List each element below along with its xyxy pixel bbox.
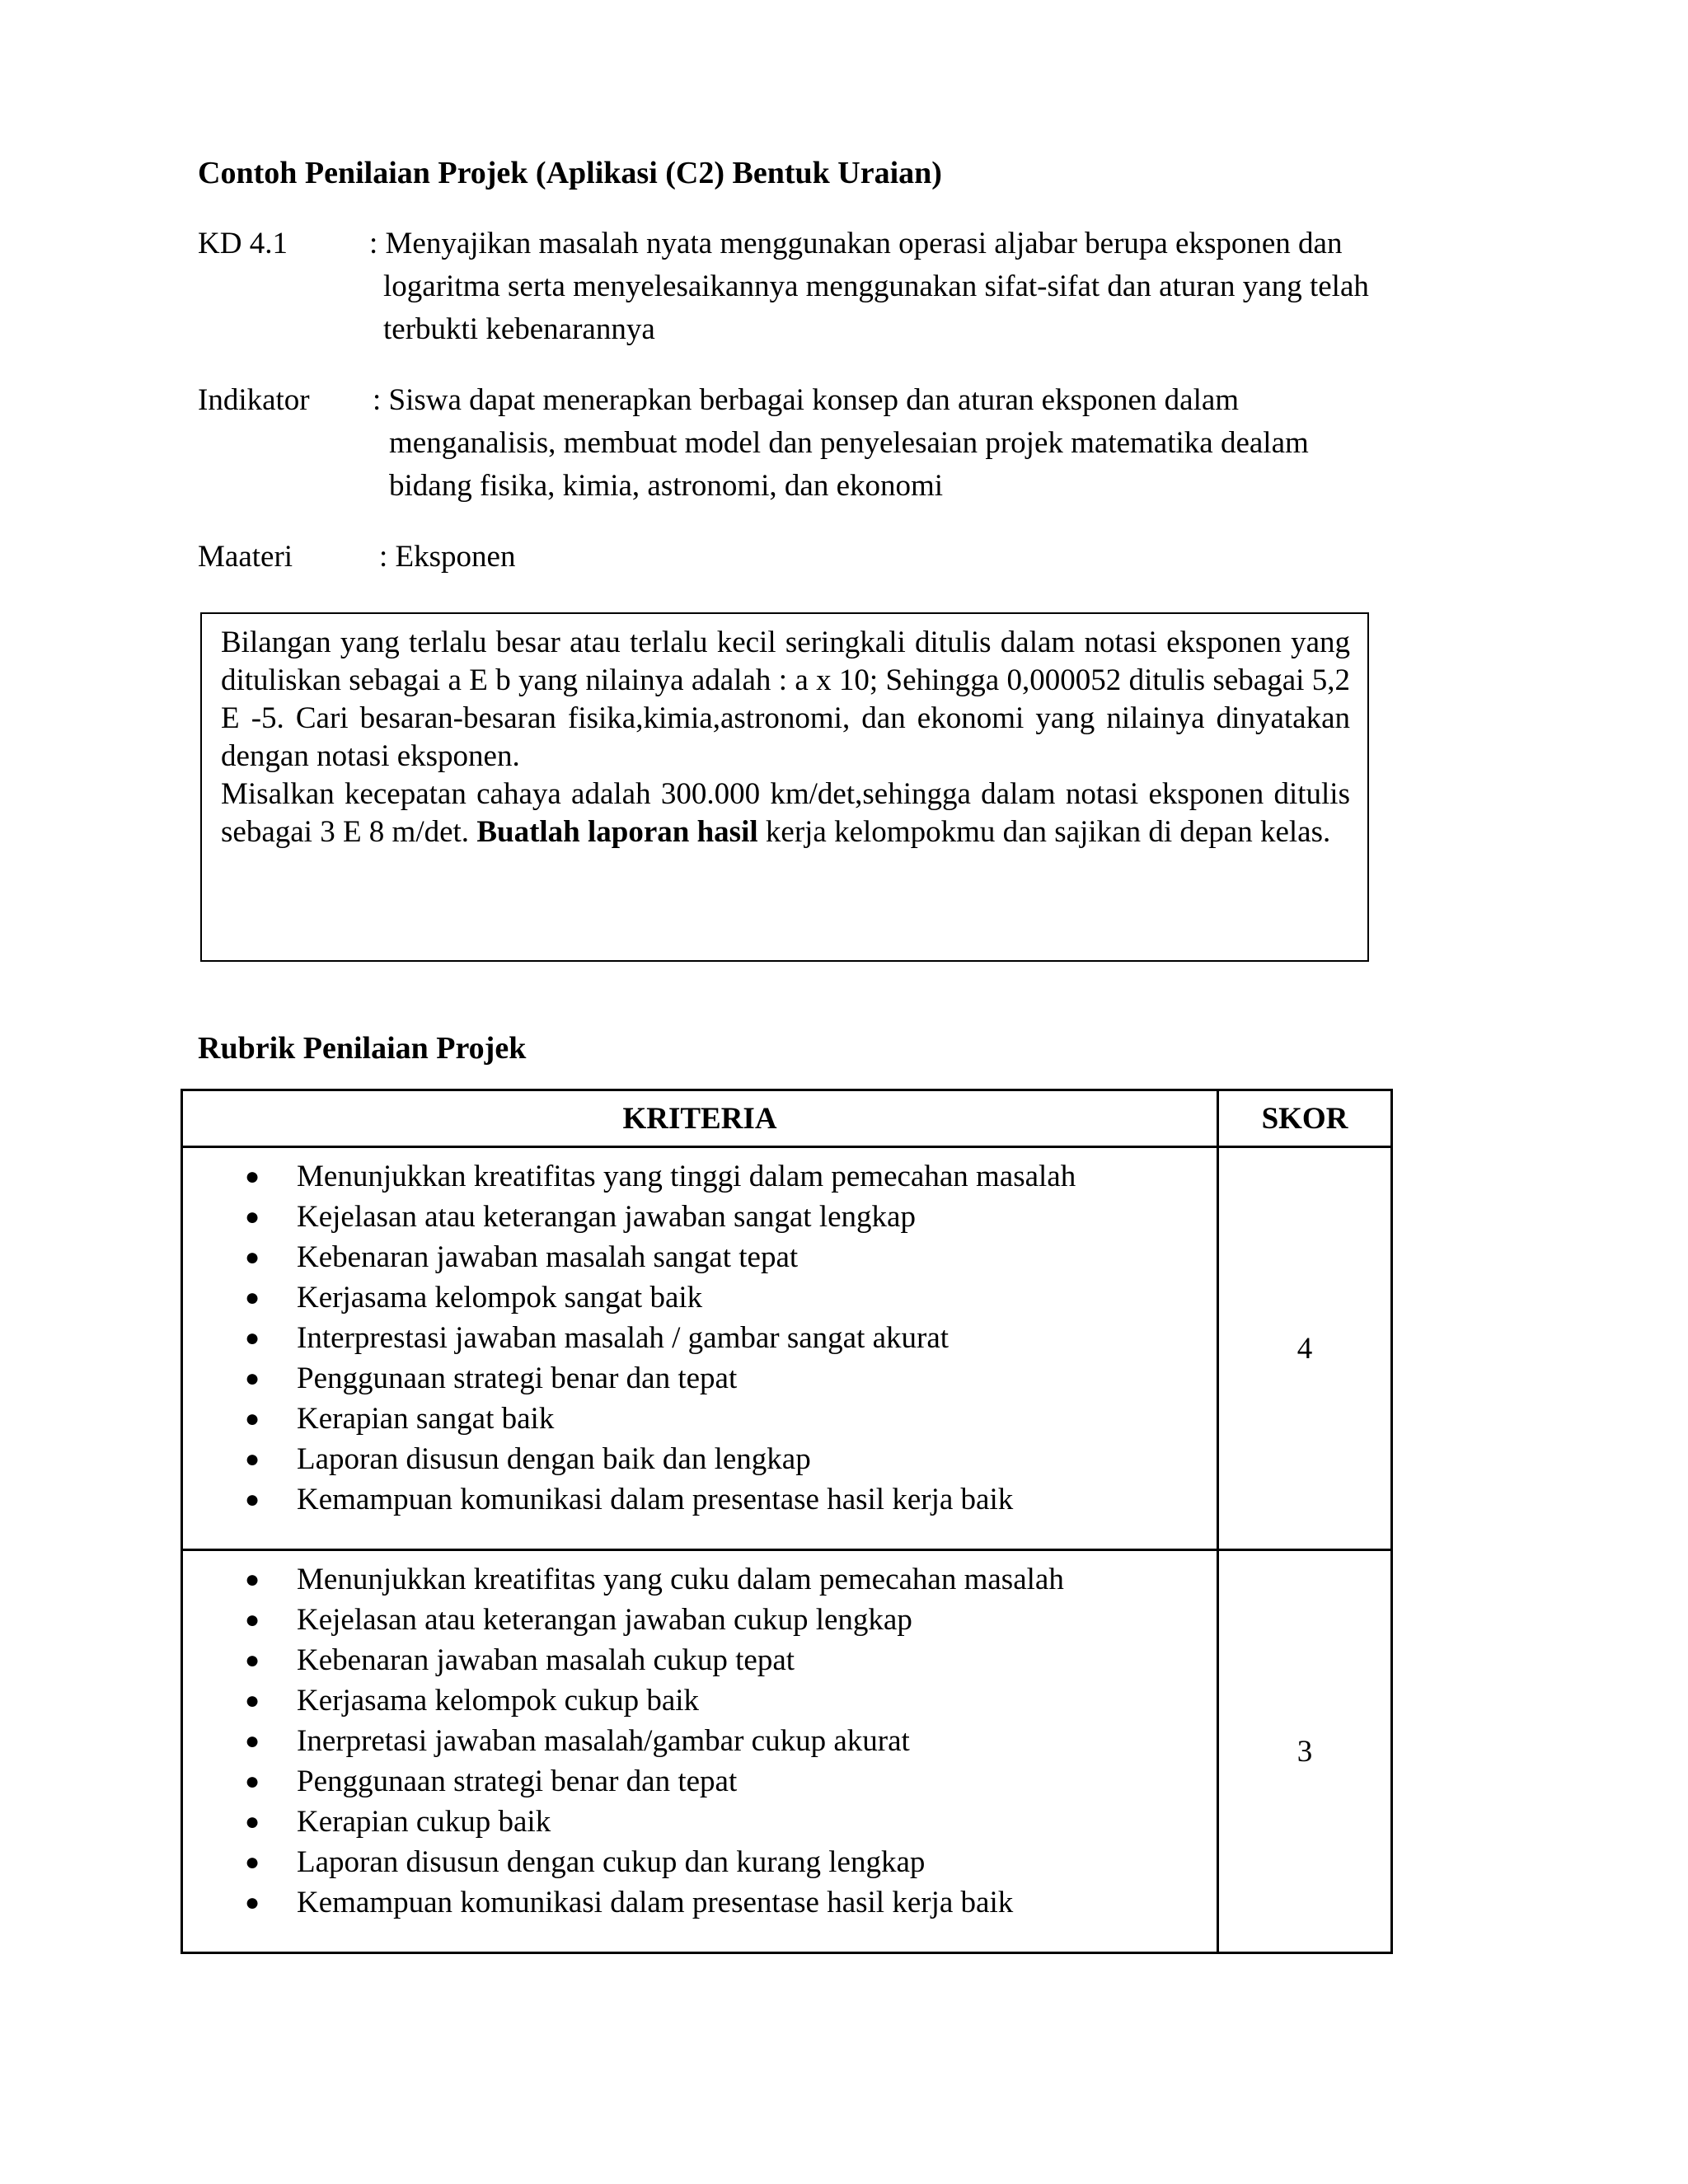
list-item [183, 1399, 1217, 1439]
bullet-icon: ● [245, 1365, 260, 1392]
criteria-text: Menunjukkan kreatifitas yang tinggi dalam pemecahan masalah [297, 1160, 1076, 1193]
bullet-icon: ● [245, 1203, 260, 1230]
score-cell: 3 [1218, 1550, 1392, 1953]
criteria-header: KRITERIA [182, 1090, 1218, 1147]
bullet-icon: ● [245, 1486, 260, 1513]
criteria-text: Laporan disusun dengan baik dan lengkap [297, 1442, 811, 1476]
indikator-value-line: menganalisis, membuat model dan penyelesaian projek matematika dealam [389, 426, 1309, 460]
score-cell: 4 [1218, 1147, 1392, 1550]
criteria-cell [182, 1550, 1218, 1953]
bullet-icon: ● [245, 1446, 260, 1473]
list-item [183, 1439, 1217, 1479]
criteria-text: Kemampuan komunikasi dalam presentase hasil kerja baik [297, 1886, 1014, 1919]
materi-label: Maateri [198, 540, 293, 574]
criteria-list [183, 1156, 1217, 1520]
bullet-icon: ● [245, 1284, 260, 1311]
list-item [183, 1761, 1217, 1802]
criteria-text: Kemampuan komunikasi dalam presentase hasil kerja baik [297, 1483, 1014, 1516]
kd-value-line: logaritma serta menyelesaikannya menggunakan sifat-sifat dan aturan yang telah [383, 269, 1369, 303]
criteria-text: Kebenaran jawaban masalah cukup tepat [297, 1643, 795, 1677]
list-item [183, 1680, 1217, 1721]
materi-value-line: : Eksponen [379, 540, 516, 574]
list-item [183, 1802, 1217, 1842]
task-paragraph-1: Bilangan yang terlalu besar atau terlalu kecil seringkali ditulis dalam notasi eksponen yang dituliskan sebagai a E b yang nilainya adalah : a x 10; Sehingga 0,000052 ditulis sebagai 5,2 E -5. Cari besaran-besaran fisika,kimia,astronomi, dan ekonomi yang nilainya dinyatakan dengan notasi eksponen. [221, 626, 1350, 773]
bullet-icon: ● [245, 1889, 260, 1916]
criteria-text: Kerjasama kelompok sangat baik [297, 1281, 703, 1315]
list-item [183, 1358, 1217, 1399]
bullet-icon: ● [245, 1324, 260, 1352]
criteria-text: Kerapian cukup baik [297, 1805, 551, 1839]
kd-label: KD 4.1 [198, 227, 288, 260]
list-item [183, 1318, 1217, 1358]
criteria-text: Kebenaran jawaban masalah sangat tepat [297, 1240, 799, 1274]
task-paragraph-2-end: kerja kelompokmu dan sajikan di depan kelas. [757, 815, 1331, 849]
table-row [182, 1550, 1392, 1953]
criteria-text: Kerjasama kelompok cukup baik [297, 1684, 700, 1718]
bullet-icon: ● [245, 1808, 260, 1835]
list-item [183, 1197, 1217, 1237]
bullet-icon: ● [245, 1606, 260, 1633]
list-item [183, 1882, 1217, 1923]
bullet-icon: ● [245, 1244, 260, 1271]
document-title: Contoh Penilaian Projek (Aplikasi (C2) Bentuk Uraian) [198, 156, 942, 190]
criteria-list [183, 1559, 1217, 1923]
bullet-icon: ● [245, 1687, 260, 1714]
bullet-icon: ● [245, 1405, 260, 1432]
indikator-value-line: bidang fisika, kimia, astronomi, dan ekonomi [389, 469, 944, 503]
materi-value [379, 536, 515, 579]
rubric-title: Rubrik Penilaian Projek [198, 1031, 527, 1066]
bullet-icon: ● [245, 1727, 260, 1755]
rubric-table [181, 1089, 1393, 1954]
list-item [183, 1559, 1217, 1600]
criteria-text: Inerpretasi jawaban masalah/gambar cukup akurat [297, 1724, 910, 1758]
score-header: SKOR [1218, 1090, 1392, 1147]
criteria-text: Kejelasan atau keterangan jawaban cukup lengkap [297, 1603, 912, 1637]
criteria-text: Laporan disusun dengan cukup dan kurang lengkap [297, 1845, 926, 1879]
bullet-icon: ● [245, 1768, 260, 1795]
list-item [183, 1721, 1217, 1761]
criteria-text: Kerapian sangat baik [297, 1402, 555, 1436]
criteria-text: Interprestasi jawaban masalah / gambar sangat akurat [297, 1321, 950, 1355]
indikator-value-line: : Siswa dapat menerapkan berbagai konsep dan aturan eksponen dalam [373, 383, 1240, 417]
list-item [183, 1479, 1217, 1520]
bullet-icon: ● [245, 1163, 260, 1190]
bullet-icon: ● [245, 1849, 260, 1876]
bullet-icon: ● [245, 1647, 260, 1674]
criteria-text: Penggunaan strategi benar dan tepat [297, 1361, 738, 1395]
kd-value [369, 223, 1369, 351]
task-emphasis: Buatlah laporan hasil [476, 815, 758, 849]
criteria-text: Kejelasan atau keterangan jawaban sangat lengkap [297, 1200, 916, 1234]
list-item [183, 1842, 1217, 1882]
list-item [183, 1640, 1217, 1680]
list-item [183, 1600, 1217, 1640]
indikator-label: Indikator [198, 383, 310, 417]
criteria-text: Penggunaan strategi benar dan tepat [297, 1765, 738, 1798]
criteria-text: Menunjukkan kreatifitas yang cuku dalam pemecahan masalah [297, 1563, 1064, 1596]
indikator-value [373, 379, 1309, 508]
bullet-icon: ● [245, 1566, 260, 1593]
table-row [182, 1147, 1392, 1550]
rubric-header-row [182, 1090, 1392, 1147]
kd-value-line: : Menyajikan masalah nyata menggunakan operasi aljabar berupa eksponen dan [369, 227, 1343, 260]
criteria-cell [182, 1147, 1218, 1550]
kd-value-line: terbukti kebenarannya [383, 312, 655, 346]
list-item [183, 1156, 1217, 1197]
task-text [221, 624, 1350, 851]
task-paragraph-2-start: Misalkan kecepatan cahaya adalah 300.000 km/det,sehingga dalam notasi eksponen ditulis sebagai 3 E 8 m/det. [221, 777, 1350, 849]
list-item [183, 1237, 1217, 1277]
list-item [183, 1277, 1217, 1318]
task-paragraph-2 [221, 776, 1350, 851]
